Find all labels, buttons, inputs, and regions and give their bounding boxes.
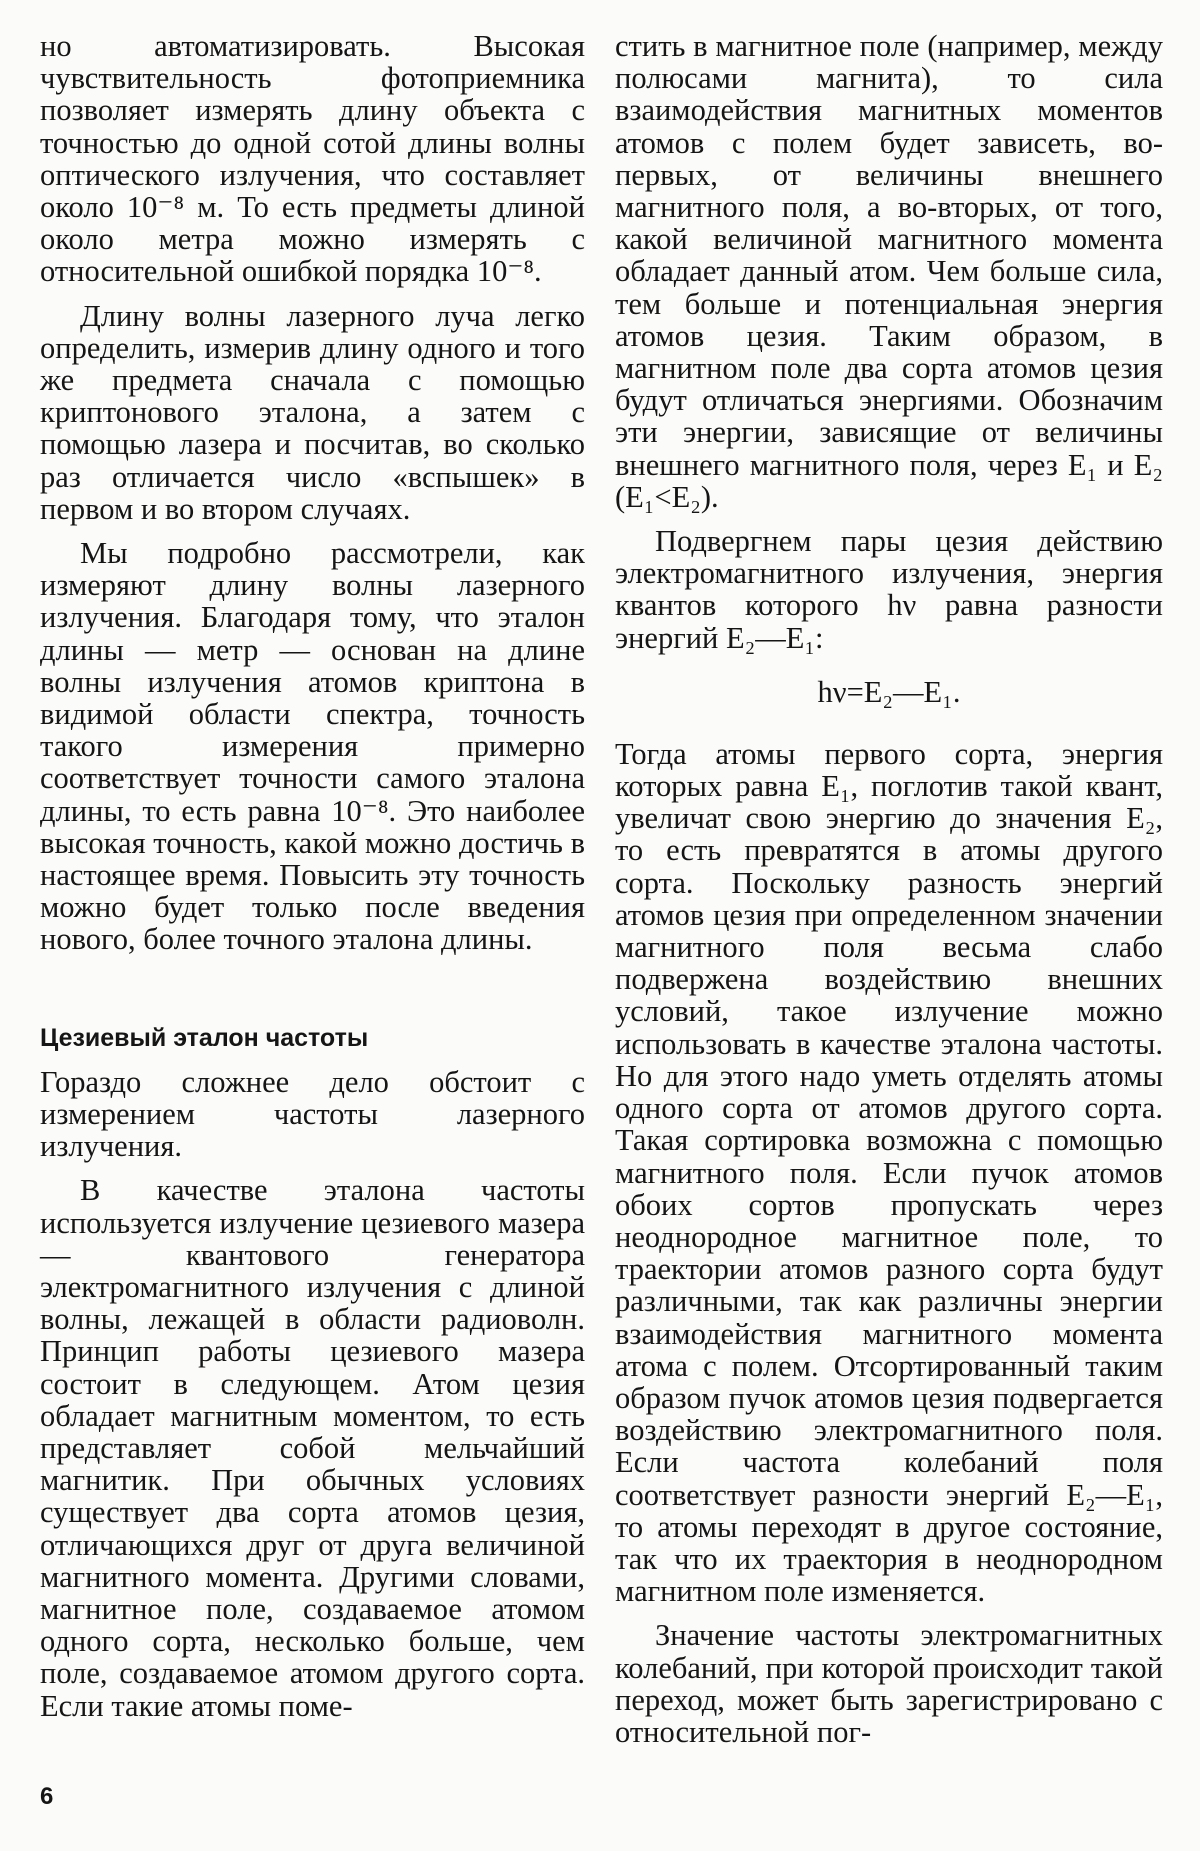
paragraph: Гораздо сложнее дело обстоит с измерением частоты лазерного излучения. bbox=[40, 1064, 585, 1164]
section-heading: Цезиевый эталон частоты bbox=[40, 1023, 369, 1052]
paragraph: Тогда атомы первого сорта, энергия которых равна E₁, поглотив такой квант, увеличат свою энергию до значения E₂, то есть превратятся в атомы другого сорта. Поскольку разность энергий атомов цезия при определенном значении магнитного поля весьма слабо подвержена воздействию внешних условий, такое излучение можно использовать в качестве эталона частоты. Но для этого надо уметь отделять атомы одного сорта от атомов другого сорта. Такая сортировка возможна с помощью магнитного поля. Если пучок атомов обоих сортов пропускать через неоднородное магнитное поле, то траектории атомов разного сорта будут различными, так как различны энергии взаимодействия магнитного момента атома с полем. Отсортированный таким образом пучок атомов цезия подвергается воздействию электромагнитного поля. Если частота колебаний поля соответствует разности энергий E₂—E₁, то атомы переходят в другое состояние, так что их траектория в неоднородном магнитном поле изменяется. bbox=[615, 736, 1163, 1609]
paragraph: стить в магнитное поле (например, между полюсами магнита), то сила взаимодействия магнитных моментов атомов с полем будет зависеть, во-первых, от величины внешнего магнитного поля, а во-вторых, от того, какой величиной магнитного момента обладает данный атом. Чем больше сила, тем больше и потенциальная энергия атомов цезия. Таким образом, в магнитном поле два сорта атомов цезия будут отличаться энергиями. Обозначим эти энергии, зависящие от величины внешнего магнитного поля, через E₁ и E₂ (E₁<E₂). bbox=[615, 29, 1163, 514]
page-number: 6 bbox=[40, 1783, 54, 1810]
paragraph: но автоматизировать. Высокая чувствительность фотоприемника позволяет измерять длину объекта с точностью до одной сотой длины волны оптического излучения, что составляет около 10⁻⁸ м. То есть предметы длиной около метра можно измерять с относительной ошибкой порядка 10⁻⁸. bbox=[40, 29, 585, 289]
paragraph: Значение частоты электромагнитных колебаний, при которой происходит такой переход, может быть зарегистрировано с относительной пог- bbox=[615, 1618, 1163, 1749]
left-column bbox=[40, 30, 585, 1722]
paragraph: Мы подробно рассмотрели, как измеряют длину волны лазерного излучения. Благодаря тому, что эталон длины — метр — основан на длине волны излучения атомов криптона в видимой области спектра, точность такого измерения примерно соответствует точности самого эталона длины, то есть равна 10⁻⁸. Это наиболее высокая точность, какой можно достичь в настоящее время. Повысить эту точность можно будет только после введения нового, более точного эталона длины. bbox=[40, 536, 585, 957]
paragraph: В качестве эталона частоты используется излучение цезиевого мазера — квантового генератора электромагнитного излучения с длиной волны, лежащей в области радиоволн. Принцип работы цезиевого мазера состоит в следующем. Атом цезия обладает магнитным моментом, то есть представляет собой мельчайший магнитик. При обычных условиях существует два сорта атомов цезия, отличающихся друг от друга величиной магнитного момента. Другими словами, магнитное поле, создаваемое атомом одного сорта, несколько больше, чем поле, создаваемое атомом другого сорта. Если такие атомы поме- bbox=[40, 1173, 585, 1723]
right-column bbox=[615, 30, 1163, 1748]
paragraph: Длину волны лазерного луча легко определить, измерив длину одного и того же предмета сначала с помощью криптонового эталона, а затем с помощью лазера и посчитав, во сколько раз отличается число «вспышек» в первом и во втором случаях. bbox=[40, 298, 585, 526]
formula: hν=E₂—E₁. bbox=[817, 674, 961, 709]
paragraph: Подвергнем пары цезия действию электромагнитного излучения, энергия квантов которого hν равна разности энергий E₂—E₁: bbox=[615, 524, 1163, 655]
